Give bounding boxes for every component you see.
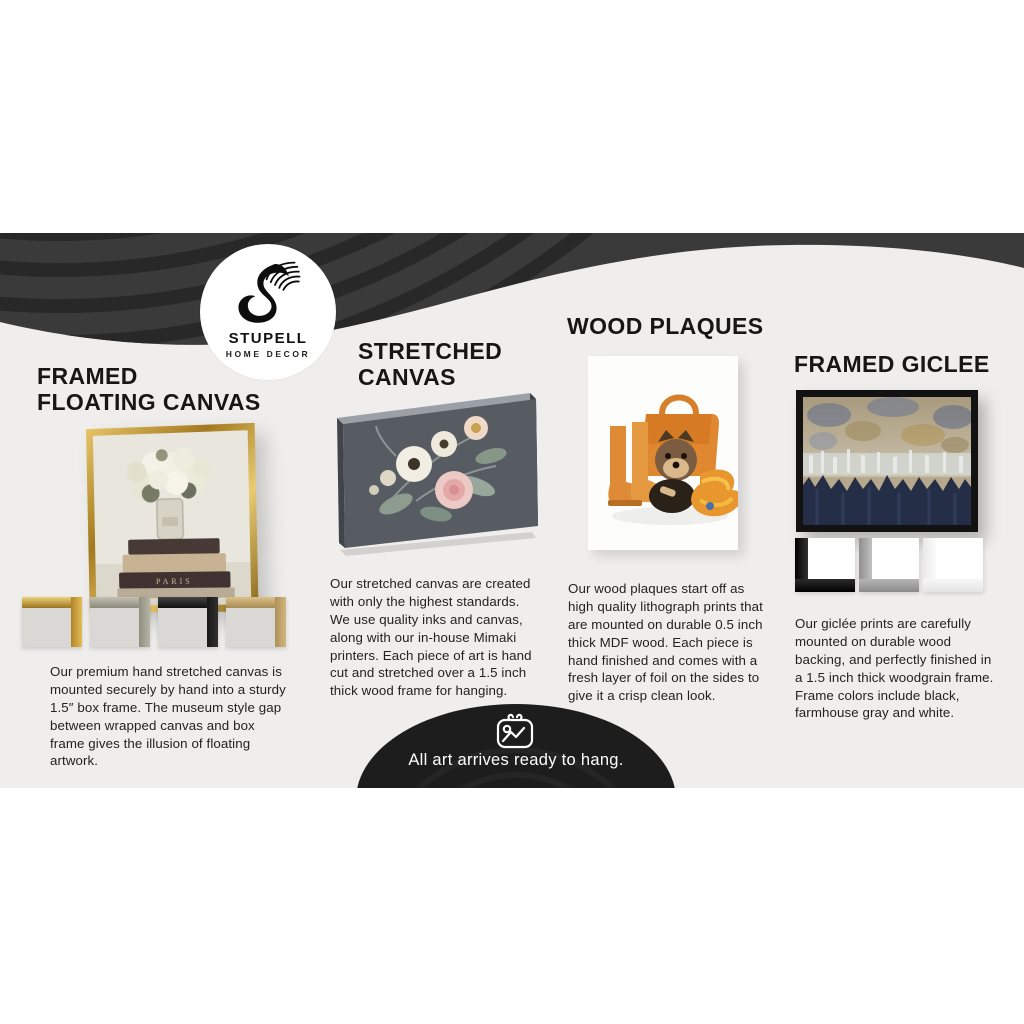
- frame-swatch-gold: [22, 597, 82, 647]
- floating-canvas-product-image: [86, 423, 259, 613]
- section-description-framed-floating-canvas: Our premium hand stretched canvas is mounted securely by hand into a sturdy 1.5″ box frame. The museum style gap between wrapped canvas and box frame gives the illusion of floating artwork.: [50, 664, 286, 769]
- brand-logo: [200, 244, 336, 380]
- section-title-framed-floating-canvas: [37, 363, 261, 415]
- section-title-wood-plaques: [567, 313, 763, 339]
- footer-message: All art arrives ready to hang.: [408, 751, 624, 769]
- title-line: CANVAS: [358, 363, 456, 390]
- stretched-canvas-product-image: [326, 386, 542, 558]
- section-title-stretched-canvas: [358, 338, 502, 390]
- frame-swatch-black: [158, 597, 218, 647]
- frame-swatch-farmhouse-gray: [859, 538, 919, 592]
- abstract-giclee-artwork: [803, 397, 971, 525]
- section-description-framed-giclee: Our giclée prints are carefully mounted on durable wood backing, and perfectly finished in a 1.5 inch thick woodgrain frame. Frame colors include black, farmhouse gray and white.: [795, 616, 994, 721]
- frame-swatch-silver: [90, 597, 150, 647]
- book-spine-label: PARIS: [155, 576, 193, 587]
- wood-plaque-product-image: [588, 356, 738, 550]
- floating-frame-swatches: [22, 597, 294, 647]
- frame-swatch-white: [923, 538, 983, 592]
- title-line: FRAMED GICLEE: [794, 351, 990, 377]
- brand-tagline: HOME DECOR: [225, 349, 311, 359]
- title-line: FLOATING CANVAS: [37, 388, 261, 415]
- framed-giclee-product-image: [796, 390, 978, 532]
- frame-swatch-muted-gold: [226, 597, 286, 647]
- frame-swatch-black: [795, 538, 855, 592]
- title-line: STRETCHED: [358, 338, 503, 364]
- section-description-wood-plaques: Our wood plaques start off as high quality lithograph prints that are mounted on durable 0.5 inch thick MDF wood. Each piece is hand finished and comes with a fresh layer of foil on the sides to give it a crisp clean look.: [568, 581, 763, 704]
- giclee-frame-swatches: [795, 538, 987, 592]
- section-description-stretched-canvas: Our stretched canvas are created with only the highest standards. We use quality inks and canvas, along with our in-house Mimaki printers. Each piece of art is hand cut and stretched over a 1.5 inch thick wood frame for hanging.: [330, 576, 532, 699]
- yorkie-artwork: [588, 356, 738, 550]
- framed-picture-icon: [492, 712, 538, 752]
- brand-name: STUPELL: [228, 330, 308, 347]
- title-line: FRAMED: [37, 363, 138, 389]
- hydrangea-books-artwork: [93, 430, 251, 605]
- title-line: WOOD PLAQUES: [567, 313, 764, 339]
- stupell-swirl-icon: [233, 256, 303, 328]
- section-title-framed-giclee: [794, 351, 990, 377]
